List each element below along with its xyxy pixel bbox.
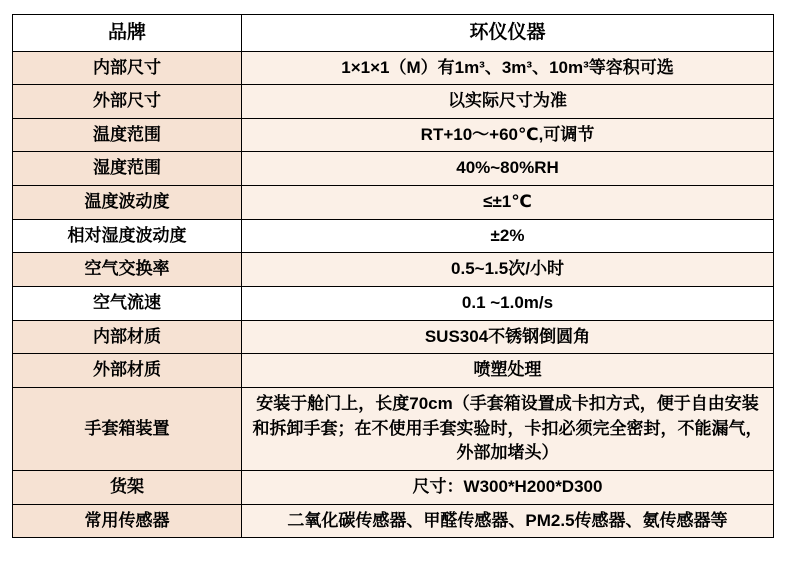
header-label-cell: 品牌 <box>13 15 242 52</box>
table-row <box>13 387 774 470</box>
table-row <box>13 219 774 253</box>
table-row <box>13 51 774 85</box>
row-label-cell: 货架 <box>13 470 242 504</box>
row-value-cell: 尺寸：W300*H200*D300 <box>242 470 774 504</box>
row-label-cell: 常用传感器 <box>13 504 242 538</box>
row-value-cell: 1×1×1（M）有1m³、3m³、10m³等容积可选 <box>242 51 774 85</box>
row-value-cell: ≤±1℃ <box>242 186 774 220</box>
row-label-cell: 内部尺寸 <box>13 51 242 85</box>
row-label-cell: 相对湿度波动度 <box>13 219 242 253</box>
row-value-cell: 喷塑处理 <box>242 354 774 388</box>
row-value-cell: SUS304不锈钢倒圆角 <box>242 320 774 354</box>
table-row <box>13 470 774 504</box>
table-row <box>13 504 774 538</box>
row-value-cell: 40%~80%RH <box>242 152 774 186</box>
row-label-cell: 外部材质 <box>13 354 242 388</box>
row-label-cell: 湿度范围 <box>13 152 242 186</box>
row-value-cell: 安装于舱门上，长度70cm（手套箱设置成卡扣方式，便于自由安装和拆卸手套；在不使用手套实验时，卡扣必须完全密封，不能漏气，外部加堵头） <box>242 387 774 470</box>
row-label-cell: 手套箱装置 <box>13 387 242 470</box>
row-value-cell: 以实际尺寸为准 <box>242 85 774 119</box>
row-value-cell: RT+10～+60℃,可调节 <box>242 118 774 152</box>
row-label-cell: 空气交换率 <box>13 253 242 287</box>
table-row <box>13 85 774 119</box>
row-value-cell: 二氧化碳传感器、甲醛传感器、PM2.5传感器、氨传感器等 <box>242 504 774 538</box>
table-row <box>13 287 774 321</box>
row-value-cell: 0.1 ~1.0m/s <box>242 287 774 321</box>
table-header-row <box>13 15 774 52</box>
row-value-cell: 0.5~1.5次/小时 <box>242 253 774 287</box>
table-body <box>13 15 774 538</box>
table-row <box>13 118 774 152</box>
table-row <box>13 152 774 186</box>
row-value-cell: ±2% <box>242 219 774 253</box>
table-row <box>13 354 774 388</box>
table-row <box>13 320 774 354</box>
row-label-cell: 空气流速 <box>13 287 242 321</box>
table-row <box>13 253 774 287</box>
table-row <box>13 186 774 220</box>
row-label-cell: 内部材质 <box>13 320 242 354</box>
row-label-cell: 温度范围 <box>13 118 242 152</box>
header-value-cell: 环仪仪器 <box>242 15 774 52</box>
row-label-cell: 外部尺寸 <box>13 85 242 119</box>
row-label-cell: 温度波动度 <box>13 186 242 220</box>
specification-table <box>12 14 774 538</box>
